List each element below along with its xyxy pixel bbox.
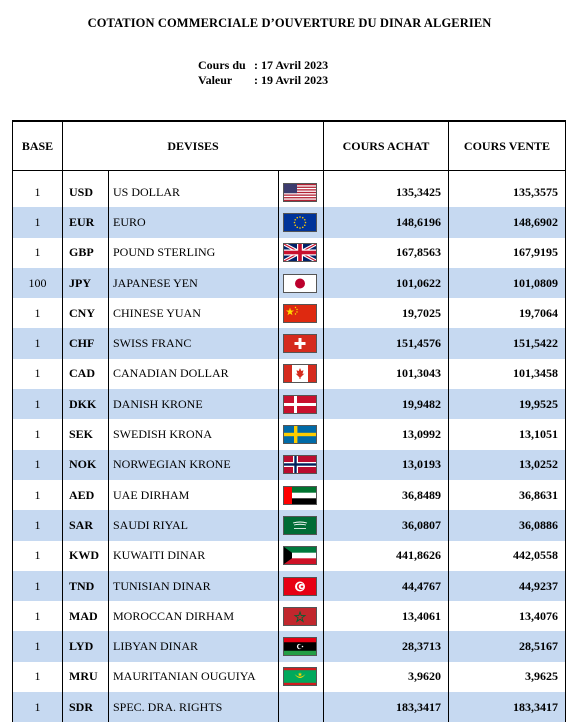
cell-cours-achat: 441,8626 xyxy=(324,541,449,571)
cell-code: CHF xyxy=(63,328,109,358)
sweden-flag-icon xyxy=(283,425,317,444)
cell-cours-vente: 28,5167 xyxy=(449,631,566,661)
cell-cours-achat: 101,0622 xyxy=(324,268,449,298)
cell-code: MAD xyxy=(63,601,109,631)
cell-base: 1 xyxy=(13,298,63,328)
cell-code: SDR xyxy=(63,692,109,722)
cell-flag xyxy=(279,328,324,358)
valeur-date: : 19 Avril 2023 xyxy=(254,73,329,87)
cell-cours-vente: 19,7064 xyxy=(449,298,566,328)
cell-cours-achat: 3,9620 xyxy=(324,662,449,692)
cell-cours-vente: 36,0886 xyxy=(449,510,566,540)
uk-flag-icon xyxy=(283,243,317,262)
cell-cours-achat: 13,0193 xyxy=(324,450,449,480)
cell-cours-vente: 36,8631 xyxy=(449,480,566,510)
cell-flag xyxy=(279,171,324,208)
table-row xyxy=(13,601,566,631)
cell-cours-achat: 13,0992 xyxy=(324,419,449,449)
cell-flag xyxy=(279,450,324,480)
us-flag-icon xyxy=(283,183,317,202)
morocco-flag-icon xyxy=(283,607,317,626)
valeur-line xyxy=(198,73,328,88)
cell-flag xyxy=(279,692,324,722)
cell-base: 1 xyxy=(13,571,63,601)
japan-flag-icon xyxy=(283,274,317,293)
china-flag-icon xyxy=(283,304,317,323)
uae-flag-icon xyxy=(283,486,317,505)
cell-cours-vente: 101,3458 xyxy=(449,359,566,389)
table-row xyxy=(13,510,566,540)
cell-name: CHINESE YUAN xyxy=(109,298,279,328)
cours-date: : 17 Avril 2023 xyxy=(254,58,329,72)
header-cours-vente: COURS VENTE xyxy=(449,121,566,171)
cell-name: SWEDISH KRONA xyxy=(109,419,279,449)
cell-code: DKK xyxy=(63,389,109,419)
cell-cours-vente: 3,9625 xyxy=(449,662,566,692)
cell-flag xyxy=(279,662,324,692)
libya-flag-icon xyxy=(283,637,317,656)
cell-cours-vente: 167,9195 xyxy=(449,238,566,268)
cell-cours-vente: 148,6902 xyxy=(449,207,566,237)
cell-name: MOROCCAN DIRHAM xyxy=(109,601,279,631)
cell-code: AED xyxy=(63,480,109,510)
table-row xyxy=(13,359,566,389)
cell-cours-vente: 151,5422 xyxy=(449,328,566,358)
table-row xyxy=(13,268,566,298)
cell-name: SWISS FRANC xyxy=(109,328,279,358)
cell-name: UAE DIRHAM xyxy=(109,480,279,510)
cell-code: TND xyxy=(63,571,109,601)
cell-flag xyxy=(279,541,324,571)
header-cours-achat: COURS ACHAT xyxy=(324,121,449,171)
date-block xyxy=(198,58,328,88)
cell-base: 1 xyxy=(13,328,63,358)
cell-cours-vente: 13,0252 xyxy=(449,450,566,480)
kuwait-flag-icon xyxy=(283,546,317,565)
cell-flag xyxy=(279,510,324,540)
cell-cours-achat: 101,3043 xyxy=(324,359,449,389)
cell-base: 1 xyxy=(13,238,63,268)
cell-flag xyxy=(279,571,324,601)
cell-base: 1 xyxy=(13,631,63,661)
cell-code: KWD xyxy=(63,541,109,571)
cell-name: TUNISIAN DINAR xyxy=(109,571,279,601)
cell-code: GBP xyxy=(63,238,109,268)
page-title: COTATION COMMERCIALE D’OUVERTURE DU DINAR ALGERIEN xyxy=(87,16,492,30)
cell-base: 1 xyxy=(13,419,63,449)
canada-flag-icon xyxy=(283,364,317,383)
table-row xyxy=(13,238,566,268)
cell-code: USD xyxy=(63,171,109,208)
table-row xyxy=(13,207,566,237)
cell-cours-vente: 183,3417 xyxy=(449,692,566,722)
cell-cours-achat: 36,0807 xyxy=(324,510,449,540)
cell-name: US DOLLAR xyxy=(109,171,279,208)
cell-flag xyxy=(279,389,324,419)
cell-base: 1 xyxy=(13,662,63,692)
cell-cours-vente: 19,9525 xyxy=(449,389,566,419)
norway-flag-icon xyxy=(283,455,317,474)
cell-flag xyxy=(279,359,324,389)
cell-name: SPEC. DRA. RIGHTS xyxy=(109,692,279,722)
swiss-flag-icon xyxy=(283,334,317,353)
cell-flag xyxy=(279,631,324,661)
cell-code: SEK xyxy=(63,419,109,449)
cell-base: 1 xyxy=(13,450,63,480)
cell-cours-achat: 44,4767 xyxy=(324,571,449,601)
cell-name: JAPANESE YEN xyxy=(109,268,279,298)
cell-name: DANISH KRONE xyxy=(109,389,279,419)
table-row xyxy=(13,662,566,692)
cell-base: 1 xyxy=(13,480,63,510)
cell-name: LIBYAN DINAR xyxy=(109,631,279,661)
table-row xyxy=(13,541,566,571)
cell-code: SAR xyxy=(63,510,109,540)
cell-flag xyxy=(279,601,324,631)
cell-name: NORWEGIAN KRONE xyxy=(109,450,279,480)
cell-cours-achat: 135,3425 xyxy=(324,171,449,208)
cell-cours-achat: 19,9482 xyxy=(324,389,449,419)
cell-flag xyxy=(279,268,324,298)
cell-name: MAURITANIAN OUGUIYA xyxy=(109,662,279,692)
cell-cours-vente: 442,0558 xyxy=(449,541,566,571)
cell-cours-vente: 13,4076 xyxy=(449,601,566,631)
cell-base: 1 xyxy=(13,541,63,571)
cell-flag xyxy=(279,419,324,449)
saudi-flag-icon xyxy=(283,516,317,535)
table-row xyxy=(13,328,566,358)
cell-code: MRU xyxy=(63,662,109,692)
cell-flag xyxy=(279,480,324,510)
cell-code: LYD xyxy=(63,631,109,661)
table-row xyxy=(13,571,566,601)
cell-cours-achat: 151,4576 xyxy=(324,328,449,358)
cell-cours-vente: 44,9237 xyxy=(449,571,566,601)
cell-base: 1 xyxy=(13,510,63,540)
header-base: BASE xyxy=(13,121,63,171)
cell-cours-achat: 148,6196 xyxy=(324,207,449,237)
eu-flag-icon xyxy=(283,213,317,232)
cell-cours-achat: 28,3713 xyxy=(324,631,449,661)
valeur-label: Valeur xyxy=(198,73,233,87)
cell-base: 100 xyxy=(13,268,63,298)
table-row xyxy=(13,389,566,419)
cell-cours-achat: 183,3417 xyxy=(324,692,449,722)
table-row xyxy=(13,692,566,722)
table-row xyxy=(13,631,566,661)
cell-code: JPY xyxy=(63,268,109,298)
cell-base: 1 xyxy=(13,171,63,208)
cours-line xyxy=(198,58,328,73)
cell-base: 1 xyxy=(13,601,63,631)
cell-name: EURO xyxy=(109,207,279,237)
cell-cours-achat: 167,8563 xyxy=(324,238,449,268)
cell-flag xyxy=(279,207,324,237)
cell-name: POUND STERLING xyxy=(109,238,279,268)
cell-base: 1 xyxy=(13,359,63,389)
denmark-flag-icon xyxy=(283,395,317,414)
tunisia-flag-icon xyxy=(283,577,317,596)
table-row xyxy=(13,480,566,510)
cell-base: 1 xyxy=(13,389,63,419)
cell-code: CAD xyxy=(63,359,109,389)
cell-base: 1 xyxy=(13,692,63,722)
cell-code: CNY xyxy=(63,298,109,328)
cell-code: EUR xyxy=(63,207,109,237)
cell-cours-achat: 36,8489 xyxy=(324,480,449,510)
rates-table xyxy=(12,120,566,722)
table-row xyxy=(13,450,566,480)
cell-cours-achat: 19,7025 xyxy=(324,298,449,328)
cell-name: SAUDI RIYAL xyxy=(109,510,279,540)
table-row xyxy=(13,171,566,208)
cell-flag xyxy=(279,298,324,328)
header-devises: DEVISES xyxy=(63,121,324,171)
cell-code: NOK xyxy=(63,450,109,480)
table-row xyxy=(13,419,566,449)
mauritania-flag-icon xyxy=(283,667,317,686)
cell-cours-achat: 13,4061 xyxy=(324,601,449,631)
cell-cours-vente: 101,0809 xyxy=(449,268,566,298)
cours-label: Cours du xyxy=(198,58,246,72)
cell-flag xyxy=(279,238,324,268)
cell-cours-vente: 135,3575 xyxy=(449,171,566,208)
table-row xyxy=(13,298,566,328)
cell-name: CANADIAN DOLLAR xyxy=(109,359,279,389)
cell-name: KUWAITI DINAR xyxy=(109,541,279,571)
cell-cours-vente: 13,1051 xyxy=(449,419,566,449)
cell-base: 1 xyxy=(13,207,63,237)
table-header-row xyxy=(13,121,566,171)
